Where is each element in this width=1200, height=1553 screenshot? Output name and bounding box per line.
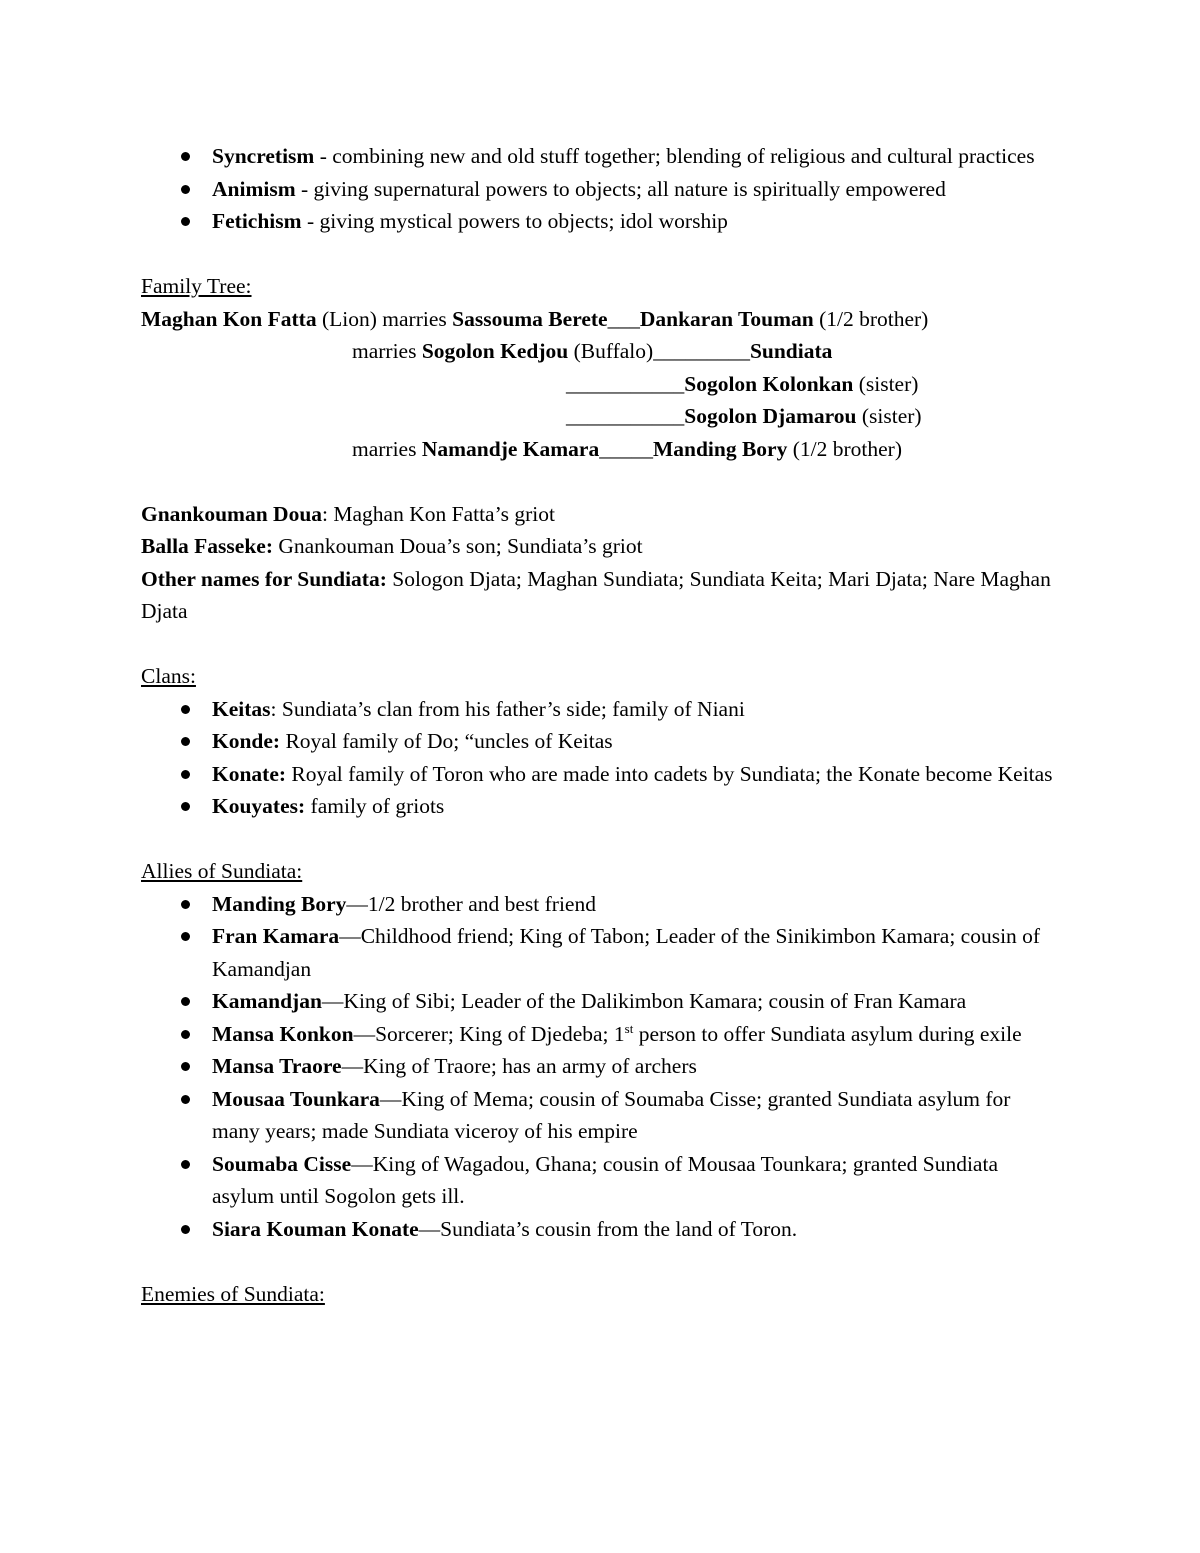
griot-section	[141, 498, 1060, 628]
allies-heading: Allies of Sundiata:	[141, 859, 303, 883]
list-item: Soumaba Cisse—King of Wagadou, Ghana; cousin of Mousaa Tounkara; granted Sundiata asylum until Sogolon gets ill.	[212, 1148, 1060, 1213]
list-item: Fran Kamara—Childhood friend; King of Tabon; Leader of the Sinikimbon Kamara; cousin of Kamandjan	[212, 920, 1060, 985]
list-item: Konde: Royal family of Do; “uncles of Keitas	[212, 725, 1060, 758]
terms-list	[141, 140, 1060, 238]
list-item: Mousaa Tounkara—King of Mema; cousin of Soumaba Cisse; granted Sundiata asylum for many years; made Sundiata viceroy of his empire	[212, 1083, 1060, 1148]
list-item: Kouyates: family of griots	[212, 790, 1060, 823]
list-item: Mansa Traore—King of Traore; has an army of archers	[212, 1050, 1060, 1083]
definition-line: Balla Fasseke: Gnankouman Doua’s son; Sundiata’s griot	[141, 534, 643, 558]
list-item: Mansa Konkon—Sorcerer; King of Djedeba; 1st person to offer Sundiata asylum during exile	[212, 1018, 1060, 1051]
list-item: Siara Kouman Konate—Sundiata’s cousin from the land of Toron.	[212, 1213, 1060, 1246]
family-tree	[141, 270, 1060, 465]
list-item: Manding Bory—1/2 brother and best friend	[212, 888, 1060, 921]
family-tree-heading: Family Tree:	[141, 274, 252, 298]
family-tree-line: ___________Sogolon Djamarou (sister)	[566, 404, 922, 428]
family-tree-line: marries Namandje Kamara_____Manding Bory (1/2 brother)	[352, 436, 902, 461]
list-item: Fetichism - giving mystical powers to objects; idol worship	[212, 205, 1060, 238]
list-item: Syncretism - combining new and old stuff together; blending of religious and cultural practices	[212, 140, 1060, 173]
family-tree-line: ___________Sogolon Kolonkan (sister)	[566, 371, 919, 396]
enemies-heading: Enemies of Sundiata:	[141, 1281, 325, 1306]
family-tree-line: Maghan Kon Fatta (Lion) marries Sassouma Berete___Dankaran Touman (1/2 brother)	[141, 306, 929, 331]
definition-line: Other names for Sundiata: Sologon Djata; Maghan Sundiata; Sundiata Keita; Mari Djata; Nare Maghan Djata	[141, 566, 1051, 623]
list-item: Animism - giving supernatural powers to objects; all nature is spiritually empowered	[212, 173, 1060, 206]
clans-heading: Clans:	[141, 664, 196, 688]
clans-list	[141, 693, 1060, 823]
family-tree-line: marries Sogolon Kedjou (Buffalo)_________Sundiata	[352, 339, 833, 363]
list-item: Keitas: Sundiata’s clan from his father’s side; family of Niani	[212, 693, 1060, 726]
allies-list	[141, 888, 1060, 1246]
list-item: Konate: Royal family of Toron who are made into cadets by Sundiata; the Konate become Keitas	[212, 758, 1060, 791]
list-item: Kamandjan—King of Sibi; Leader of the Dalikimbon Kamara; cousin of Fran Kamara	[212, 985, 1060, 1018]
definition-line: Gnankouman Doua: Maghan Kon Fatta’s griot	[141, 501, 555, 526]
